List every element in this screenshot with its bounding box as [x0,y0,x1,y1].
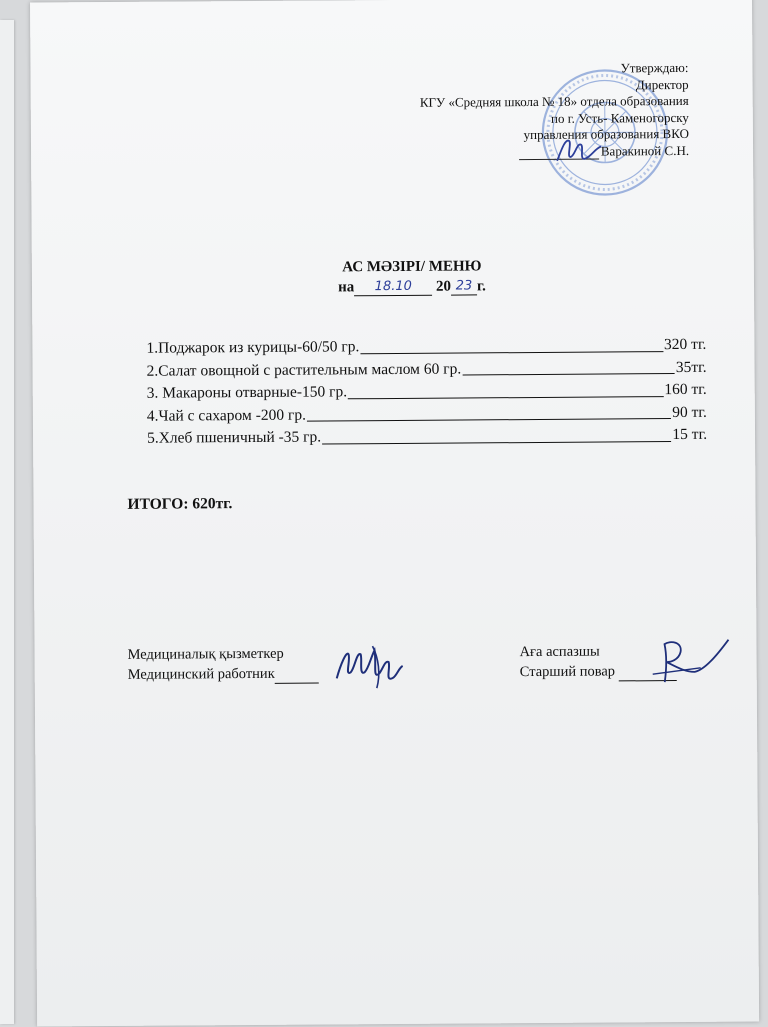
menu-item-name: 1.Поджарок из курицы-60/50 гр. [146,336,359,360]
medical-title-kz: Медициналық қызметкер [127,644,318,665]
leader-line [322,441,671,444]
medical-title-ru: Медицинский работник [128,666,275,683]
approval-department: управления образования ВКО [349,126,689,145]
menu-item-name: 4.Чай с сахаром -200 гр. [147,404,306,428]
cook-title-ru: Старший повар [520,663,615,680]
menu-item-price: 35тг. [676,356,707,379]
page-title: АС МӘЗІРІ/ МЕНЮ [32,255,768,279]
menu-item-price: 160 тг. [664,379,707,402]
menu-document [30,0,759,1026]
menu-item-name: 3. Макароны отварные-150 гр. [147,381,347,405]
cook-title-kz: Аға аспазшы [519,641,676,662]
background-sheet [0,20,14,1024]
leader-line [360,351,663,354]
approval-organization: КГУ «Средняя школа № 18» отдела образования [349,93,689,112]
date-suffix: г. [477,278,486,294]
approval-director-line [349,142,689,161]
medical-signature-icon [332,638,412,691]
medical-title-line [128,664,319,685]
date-day-field [354,280,432,297]
approval-block [348,60,689,161]
cook-signature-icon [644,632,734,689]
menu-total: ИТОГО: 620тг. [127,495,232,514]
approval-director-name: Варакиной С.Н. [601,142,689,158]
menu-item-name: 2.Салат овощной с растительным маслом 60 гр. [147,358,462,383]
date-year-prefix: 20 [436,279,451,295]
menu-item-price: 90 тг. [672,401,707,424]
menu-item-name: 5.Хлеб пшеничный -35 гр. [147,426,321,450]
date-day-value: 18.10 [354,279,432,295]
approval-heading: Утверждаю: [348,60,688,79]
approval-city: по г. Усть- Каменогорску [349,109,689,128]
medical-signature-line [275,670,319,684]
date-prefix: на [338,279,354,295]
menu-date [32,276,768,298]
leader-line [307,418,671,422]
leader-line [348,396,663,399]
medical-signature-block [127,644,318,685]
leader-line [462,373,675,375]
date-year-field [451,279,477,295]
menu-item-price: 15 тг. [672,424,707,447]
menu-list [146,334,707,450]
menu-item [147,424,707,450]
director-signature-icon [551,130,611,166]
menu-item-price: 320 тг. [664,334,707,357]
date-year-value: 23 [451,278,477,293]
approval-position: Директор [349,76,689,95]
